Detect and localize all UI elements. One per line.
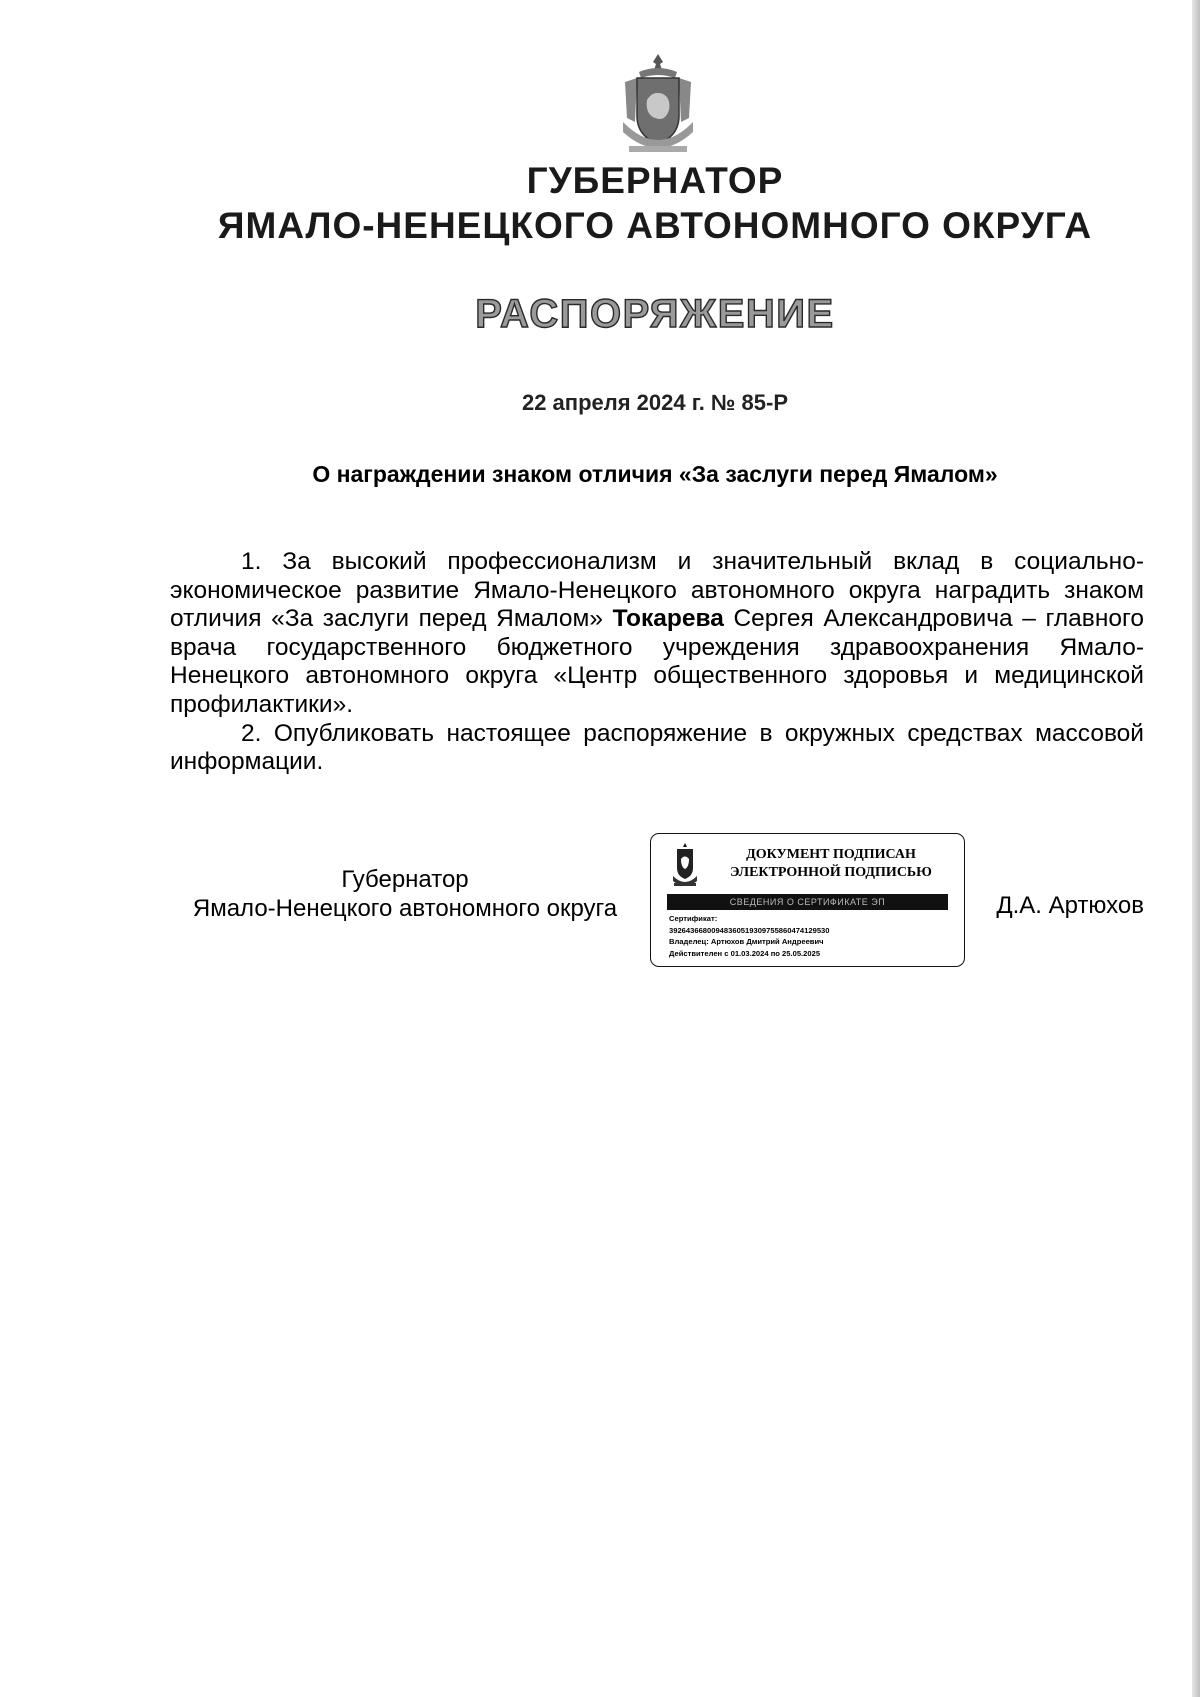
certificate-info-bar: СВЕДЕНИЯ О СЕРТИФИКАТЕ ЭП xyxy=(667,894,948,910)
awardee-surname: Токарева xyxy=(612,605,724,633)
signatory-name: Д.А. Артюхов xyxy=(996,892,1144,919)
signatory-post: Губернатор Ямало-Ненецкого автономного округа xyxy=(192,866,618,922)
document-body xyxy=(170,548,1144,777)
certificate-owner: Владелец: Артюхов Дмитрий Андреевич xyxy=(669,937,824,946)
certificate-details: Сертификат: 39264366800948360519309755860474129530 Владелец: Артюхов Дмитрий Андреевич Действителен с 01.03.2024 по 25.05.2025 xyxy=(669,913,959,959)
coat-of-arms-icon xyxy=(619,52,697,157)
certificate-number: 39264366800948360519309755860474129530 xyxy=(669,925,830,935)
certificate-validity: Действителен с 01.03.2024 по 25.05.2025 xyxy=(669,948,821,958)
governor-heading: ГУБЕРНАТОР xyxy=(526,160,784,201)
stamp-emblem-icon xyxy=(671,842,699,888)
region-heading: ЯМАЛО-НЕНЕЦКОГО АВТОНОМНОГО ОКРУГА xyxy=(217,205,1093,246)
document-type: РАСПОРЯЖЕНИЕ xyxy=(475,292,835,336)
page-edge xyxy=(1192,0,1200,1697)
paragraph-1: 1. За высокий профессионализм и значительный вклад в социально-экономическое развитие Ямало-Ненецкого автономного округа наградить знаком отличия «За заслуги перед Ямалом» Токарева Сергея Александровича – главного врача государственного бюджетного учреждения здравоохранения Ямало-Ненецкого автономного округа «Центр общественного здоровья и медицинской профилактики». xyxy=(170,548,1145,718)
e-signature-stamp xyxy=(650,833,965,967)
date-number: 22 апреля 2024 г. № 85-Р xyxy=(521,390,789,415)
stamp-title: ДОКУМЕНТ ПОДПИСАН ЭЛЕКТРОННОЙ ПОДПИСЬЮ xyxy=(730,847,932,880)
paragraph-2: 2. Опубликовать настоящее распоряжение в окружных средствах массовой информации. xyxy=(170,719,1144,776)
document-subject: О награждении знаком отличия «За заслуги перед Ямалом» xyxy=(312,461,998,487)
